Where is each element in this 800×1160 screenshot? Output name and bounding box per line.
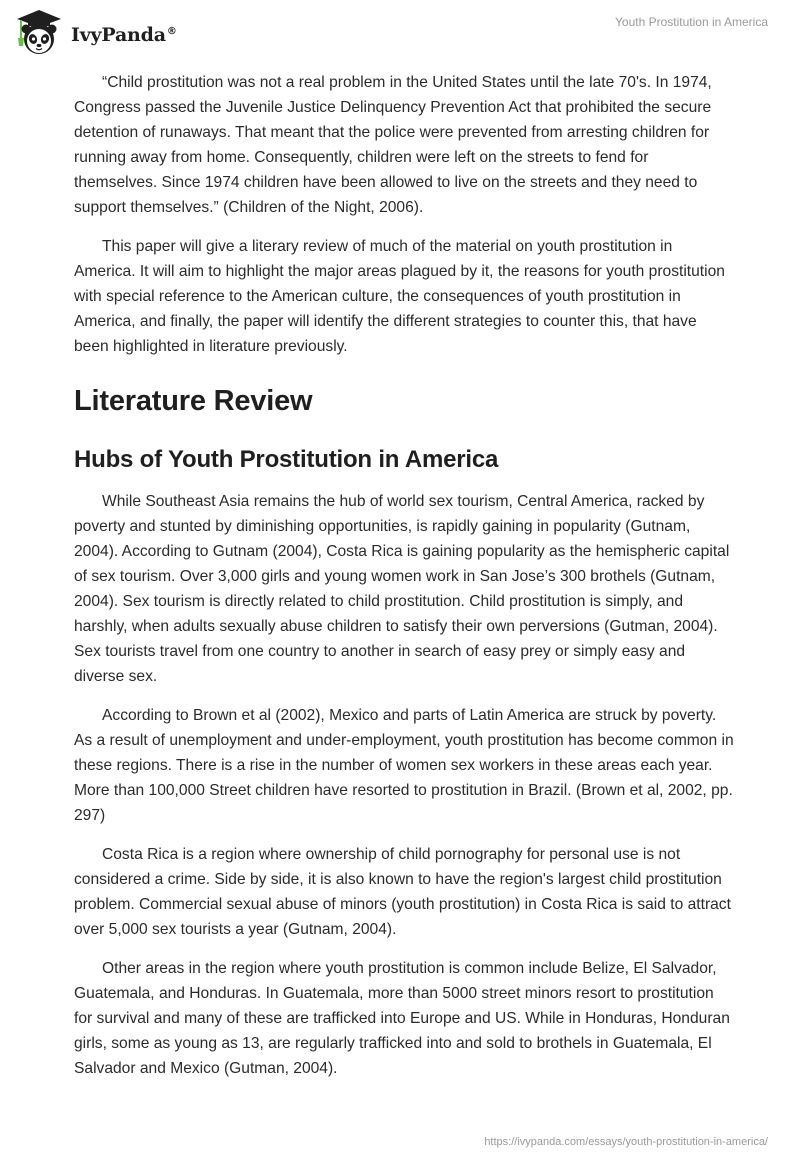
page-header bbox=[0, 0, 800, 64]
brand-name-text: IvyPanda bbox=[71, 24, 166, 46]
body-paragraph-3: Costa Rica is a region where ownership of child pornography for personal use is not considered a crime. Side by side, it is also known to have the region's largest child prostitution problem. Commercial sexual abuse of minors (youth prostitution) in Costa Rica is said to attract over 5,000 sex tourists a year (Gutnam, 2004). bbox=[74, 846, 731, 938]
section-heading: Literature Review bbox=[74, 385, 313, 417]
body-paragraph-4: Other areas in the region where youth prostitution is common include Belize, El Salvador, Guatemala, and Honduras. In Guatemala, more than 5000 street minors resort to prostitution for survival and many of these are trafficked into Europe and US. While in Honduras, Honduran girls, some as young as 13, are regularly trafficked into and sold to brothels in Guatemala, El Salvador and Mexico (Gutman, 2004). bbox=[74, 960, 730, 1077]
essay-content bbox=[74, 70, 734, 1095]
document-title: Youth Prostitution in America bbox=[615, 15, 768, 29]
brand-name bbox=[71, 24, 177, 46]
source-url-link[interactable]: https://ivypanda.com/essays/youth-prostitution-in-america/ bbox=[484, 1136, 768, 1148]
body-paragraph-2: According to Brown et al (2002), Mexico and parts of Latin America are struck by poverty. As a result of unemployment and under-employment, youth prostitution has become common in these regions. There is a rise in the number of women sex workers in these areas each year. More than 100,000 Street children have resorted to prostitution in Brazil. (Brown et al, 2002, pp. 297) bbox=[74, 707, 734, 824]
intro-paragraph-2: This paper will give a literary review of much of the material on youth prostitution in America. It will aim to highlight the major areas plagued by it, the reasons for youth prostitution with special reference to the American culture, the consequences of youth prostitution in America, and finally, the paper will identify the different strategies to counter this, that have been highlighted in literature previously. bbox=[74, 238, 725, 355]
panda-graduate-logo-icon bbox=[13, 8, 65, 58]
brand-logo[interactable] bbox=[13, 8, 177, 58]
subsection-heading: Hubs of Youth Prostitution in America bbox=[74, 446, 499, 473]
body-paragraph-1: While Southeast Asia remains the hub of world sex tourism, Central America, racked by poverty and stunted by diminishing opportunities, is rapidly gaining in popularity (Gutnam, 2004). According to Gutnam (2004), Costa Rica is gaining popularity as the hemispheric capital of sex tourism. Over 3,000 girls and young women work in San Jose’s 300 brothels (Gutnam, 2004). Sex tourism is directly related to child prostitution. Child prostitution is simply, and harshly, when adults sexually abuse children to satisfy their own perversions (Gutman, 2004). Sex tourists travel from one country to another in search of easy prey or simply easy and diverse sex. bbox=[74, 493, 730, 685]
registered-mark: ® bbox=[166, 25, 177, 37]
intro-paragraph-1: “Child prostitution was not a real problem in the United States until the late 70's. In 1974, Congress passed the Juvenile Justice Delinquency Prevention Act that prohibited the secure detention of runaways. That meant that the police were prevented from arresting children for running away from home. Consequently, children were left on the streets to fend for themselves. Since 1974 children have been allowed to live on the streets and they need to support themselves.” (Children of the Night, 2006). bbox=[74, 74, 712, 216]
